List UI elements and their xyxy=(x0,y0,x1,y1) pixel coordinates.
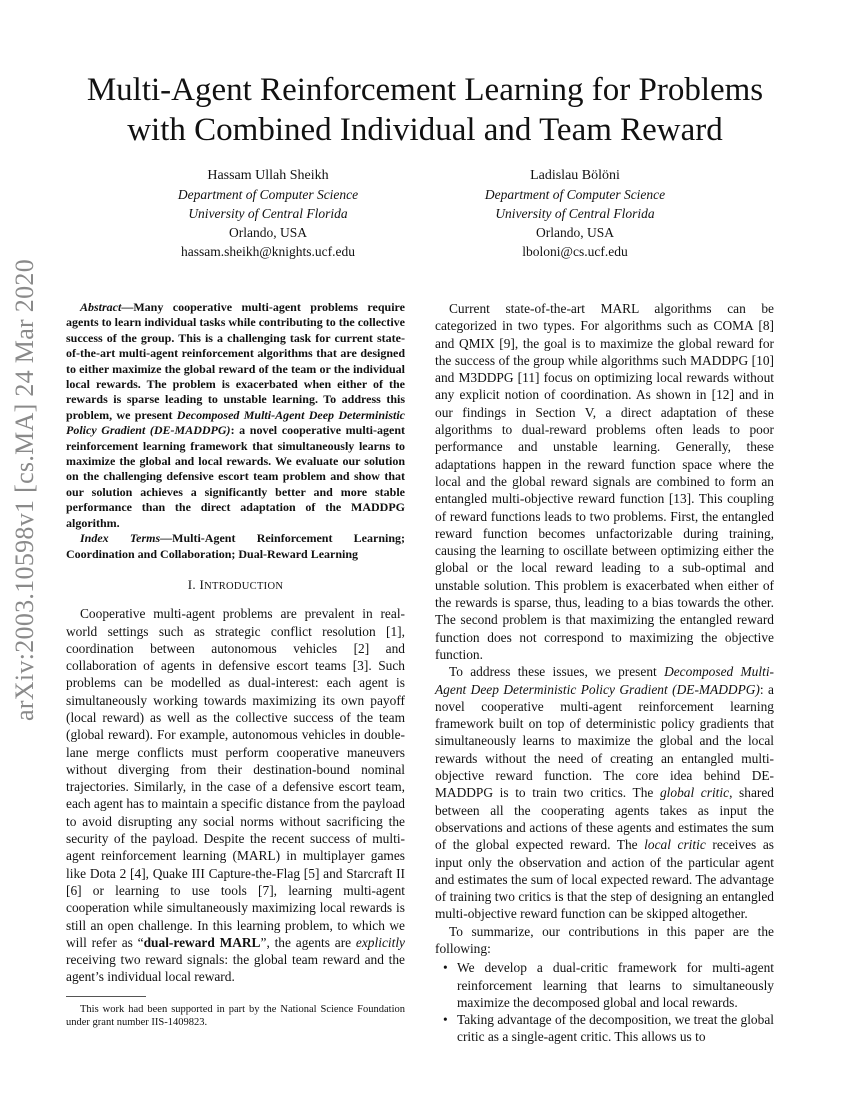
intro-text-b: ”, the agents are xyxy=(260,934,356,950)
footnote-divider xyxy=(66,996,146,997)
p2-global-critic: global critic xyxy=(659,785,730,801)
index-terms-text: —Multi-Agent Reinforcement Learning; Coordination and Collaboration; Dual-Reward Learning xyxy=(66,531,406,561)
contributions-list xyxy=(435,959,774,1045)
section-number: I. I xyxy=(187,576,205,592)
author-name: Hassam Ullah Sheikh xyxy=(207,168,329,183)
right-paragraph-1: Current state-of-the-art MARL algorithms can be categorized in two types. For algorithms such as COMA [8] and QMIX [9], the goal is to maximize the global reward for the success of the group while algorithms such MADDPG [10] and M3DDPG [11] focus on optimizing local rewards without any explicit notion of coordination. As shown in [12] and in our findings in Section V, a direct adaptation of these algorithms to dual-reward problems often leads to poor performance and unstable learning. Generally, these adaptations happen in the reward function space where the local and the global reward signals are combined to form an entangled multi-objective reward function [13]. This coupling of reward functions leads to two problems. First, the entangled reward function becomes unfactorizable during training, causing the learning to oscillate between optimizing either the global or the local reward leading to a sub-optimal and unstable solution. This problem is exacerbated when either of the rewards is sparse, thus, leading to a bias towards the other. The second problem is that maximizing the entangled reward function does not correspond to maximizing the objective function. xyxy=(435,301,774,662)
p2-text-b: : a novel cooperative multi-agent reinforcement learning framework built on top of deterministic policy gradients that simultaneously learns to maximize the global and the local rewards without the need of creating an entangled multi-objective reward function. The core idea behind DE-MADDPG is to train two critics. The xyxy=(435,681,774,801)
index-terms xyxy=(66,531,405,562)
author-department: Department of Computer Science xyxy=(484,187,666,202)
arxiv-stamp xyxy=(4,258,46,722)
author-name: Ladislau Bölöni xyxy=(530,168,620,183)
author-email: lboloni@cs.ucf.edu xyxy=(522,244,628,259)
intro-text-c: receiving two reward signals: the global team reward and the agent’s individual local reward. xyxy=(66,952,405,985)
author-block-1 xyxy=(148,166,388,261)
list-item: • Taking advantage of the decomposition, we treat the global critic as a single-agent critic. This allows us to xyxy=(457,1011,774,1046)
p2-local-critic: local critic xyxy=(644,837,706,853)
author-email: hassam.sheikh@knights.ucf.edu xyxy=(180,244,356,259)
author-department: Department of Computer Science xyxy=(177,187,359,202)
right-paragraph-2 xyxy=(435,663,774,922)
arxiv-id: arXiv:2003.10598v1 [cs.MA] 24 Mar 2020 xyxy=(10,258,39,722)
author-block-2 xyxy=(455,166,695,261)
section-title: NTRODUCTION xyxy=(204,580,284,592)
abstract-text-1: —Many cooperative multi-agent problems require agents to learn individual tasks while contributing to the collective success of the group. This is a challenging task for current state-of-the-art multi-agent reinforcement algorithms that are designed to either maximize the global reward of the team or the individual local rewards. The problem is exacerbated when either of the rewards is sparse leading to unstable learning. To address this problem, we present xyxy=(66,300,405,422)
p2-text-c: , shared between all the cooperating agents takes as input the observations and actions of these agents and estimates the sum of the global expected reward. The xyxy=(435,785,774,853)
right-paragraph-3: To summarize, our contributions in this paper are the following: xyxy=(435,923,774,956)
left-column xyxy=(66,300,405,1029)
section-heading-introduction xyxy=(66,576,405,595)
abstract-method-name: Decomposed Multi-Agent Deep Deterministic Policy Gradient (DE-MADDPG) xyxy=(66,407,405,438)
author-university: University of Central Florida xyxy=(495,206,655,221)
author-university: University of Central Florida xyxy=(188,206,348,221)
intro-text-a: Cooperative multi-agent problems are prevalent in real-world settings such as strategic conflict resolution [1], coordination between autonomous vehicles [2] and collaboration of agents in defensive escort teams [3]. Such problems can be modelled as dual-interest: each agent is simultaneously working towards maximizing its own payoff (local reward) as well as the collective success of the team (global reward). For example, autonomous vehicles in double-lane merge conflicts must perform cooperative maneuvers without diverging from their destination-bound nominal trajectories. Similarly, in the case of a defensive escort team, each agent has to maintain a specific distance from the payload to avoid disrupting any social norms without sacrificing the security of the payload. Despite the recent success of multi-agent reinforcement learning (MARL) in multiplayer games like Dota 2 [4], Quake III Capture-the-Flag [5] and Starcraft II [6] or learning to use tools [7], learning multi-agent cooperation while simultaneously maximizing local rewards is still an open challenge. In this learning problem, to which we will refer as “ xyxy=(66,606,405,950)
title-line-2: with Combined Individual and Team Reward xyxy=(127,112,723,148)
p2-text-a: To address these issues, we present xyxy=(449,664,665,680)
right-column xyxy=(435,300,774,1046)
footnote: This work had been supported in part by the National Science Foundation under grant number IIS-1409823. xyxy=(66,1003,405,1028)
author-location: Orlando, USA xyxy=(536,225,614,240)
author-location: Orlando, USA xyxy=(229,225,307,240)
list-item: • We develop a dual-critic framework for multi-agent reinforcement learning that learns to simultaneously maximize the decomposed global and local rewards. xyxy=(457,959,774,1011)
abstract-text-2: : a novel cooperative multi-agent reinforcement learning framework that simultaneously learns to maximize the global and local rewards. We evaluate our solution on the challenging defensive escort team problem and show that our solution achieves a significantly better and more stable performance than the direct adaptation of the MADDPG algorithm. xyxy=(66,423,405,530)
p2-text-d: receives as input only the observation and action of the particular agent and estimates the sum of local expected reward. The advantage of training two critics is that the step of designing an entangled multi-objective reward function can be skipped altogether. xyxy=(435,837,774,922)
abstract xyxy=(66,300,405,531)
index-terms-lead: Index Terms xyxy=(80,531,161,546)
title-line-1: Multi-Agent Reinforcement Learning for Problems xyxy=(86,72,764,108)
p2-method-name: Decomposed Multi-Agent Deep Deterministic Policy Gradient (DE-MADDPG) xyxy=(435,664,774,697)
paper-title xyxy=(40,70,810,150)
abstract-lead: Abstract xyxy=(80,300,122,314)
intro-paragraph-1 xyxy=(66,605,405,986)
intro-emphasis: explicitly xyxy=(355,934,405,950)
intro-bold-term: dual-reward MARL xyxy=(143,934,261,950)
